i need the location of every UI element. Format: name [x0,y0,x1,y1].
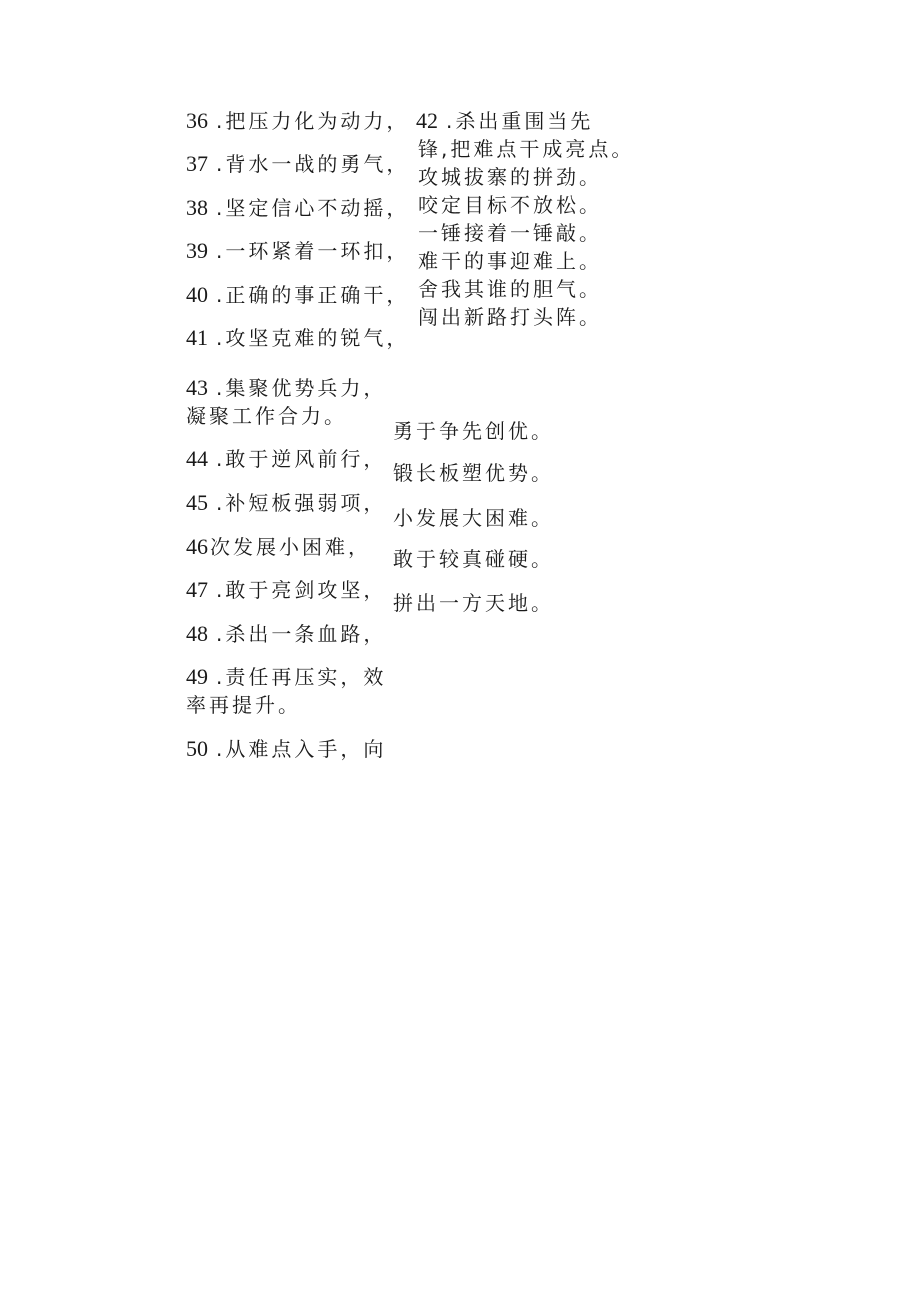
item-text: .敢于逆风前行， [216,447,387,471]
line-39 [186,238,409,264]
item-text: .敢于亮剑攻坚， [216,578,387,602]
item-text: .坚定信心不动摇， [216,196,410,220]
item-text: 攻城拔寨的拼劲。 [418,165,602,189]
item-number: 46 [186,534,208,559]
item-text: 锋,把难点干成亮点。 [418,137,635,161]
item-number: 47 [186,577,208,602]
line-36 [186,108,409,134]
item-number: 44 [186,446,208,471]
line-46 [186,534,371,560]
line-47 [186,577,386,603]
item-number: 50 [186,736,208,761]
right-line [418,164,602,190]
item-text: .正确的事正确干， [216,283,410,307]
right-line [393,505,554,531]
line-50 [186,736,386,762]
line-40 [186,282,409,308]
item-text: 敢于较真碰硬。 [393,547,554,571]
item-number: 43 [186,375,208,400]
item-text: .补短板强弱项， [216,491,387,515]
item-number: 40 [186,282,208,307]
item-text: .一环紧着一环扣， [216,239,410,263]
line-48 [186,621,386,647]
right-line [418,136,634,162]
item-number: 37 [186,151,208,176]
line-43 [186,375,386,401]
item-number: 42 [416,108,438,133]
item-text: .集聚优势兵力， [216,376,387,400]
item-text: 凝聚工作合力。 [186,404,347,428]
line-43-cont [186,403,347,429]
right-line [393,546,554,572]
right-line [393,418,554,444]
item-text: .杀出重围当先 [446,109,594,133]
item-text: 拼出一方天地。 [393,591,554,615]
line-49-cont [186,692,301,718]
item-text: 勇于争先创优。 [393,419,554,443]
item-text: .责任再压实，效 [216,665,387,689]
line-37 [186,151,409,177]
item-text: 闯出新路打头阵。 [418,305,602,329]
item-number: 49 [186,664,208,689]
item-text: .从难点入手，向 [216,737,387,761]
line-41 [186,325,409,351]
item-text: 小发展大困难。 [393,506,554,530]
item-number: 39 [186,238,208,263]
line-42 [416,108,593,134]
item-text: 难干的事迎难上。 [418,249,602,273]
right-line [418,220,602,246]
item-text: 锻长板塑优势。 [393,461,554,485]
item-text: 率再提升。 [186,693,301,717]
line-49 [186,664,386,690]
line-38 [186,195,409,221]
item-text: 次发展小困难， [210,535,371,559]
item-text: .背水一战的勇气， [216,152,410,176]
right-line [393,460,554,486]
line-45 [186,490,386,516]
right-line [418,192,602,218]
item-text: .把压力化为动力， [216,109,410,133]
item-number: 48 [186,621,208,646]
right-line [393,590,554,616]
item-text: 咬定目标不放松。 [418,193,602,217]
line-44 [186,446,386,472]
item-text: 舍我其谁的胆气。 [418,277,602,301]
item-number: 41 [186,325,208,350]
right-line [418,304,602,330]
item-number: 38 [186,195,208,220]
item-number: 36 [186,108,208,133]
item-text: .杀出一条血路， [216,622,387,646]
right-line [418,276,602,302]
item-text: 一锤接着一锤敲。 [418,221,602,245]
right-line [418,248,602,274]
item-text: .攻坚克难的锐气， [216,326,410,350]
item-number: 45 [186,490,208,515]
